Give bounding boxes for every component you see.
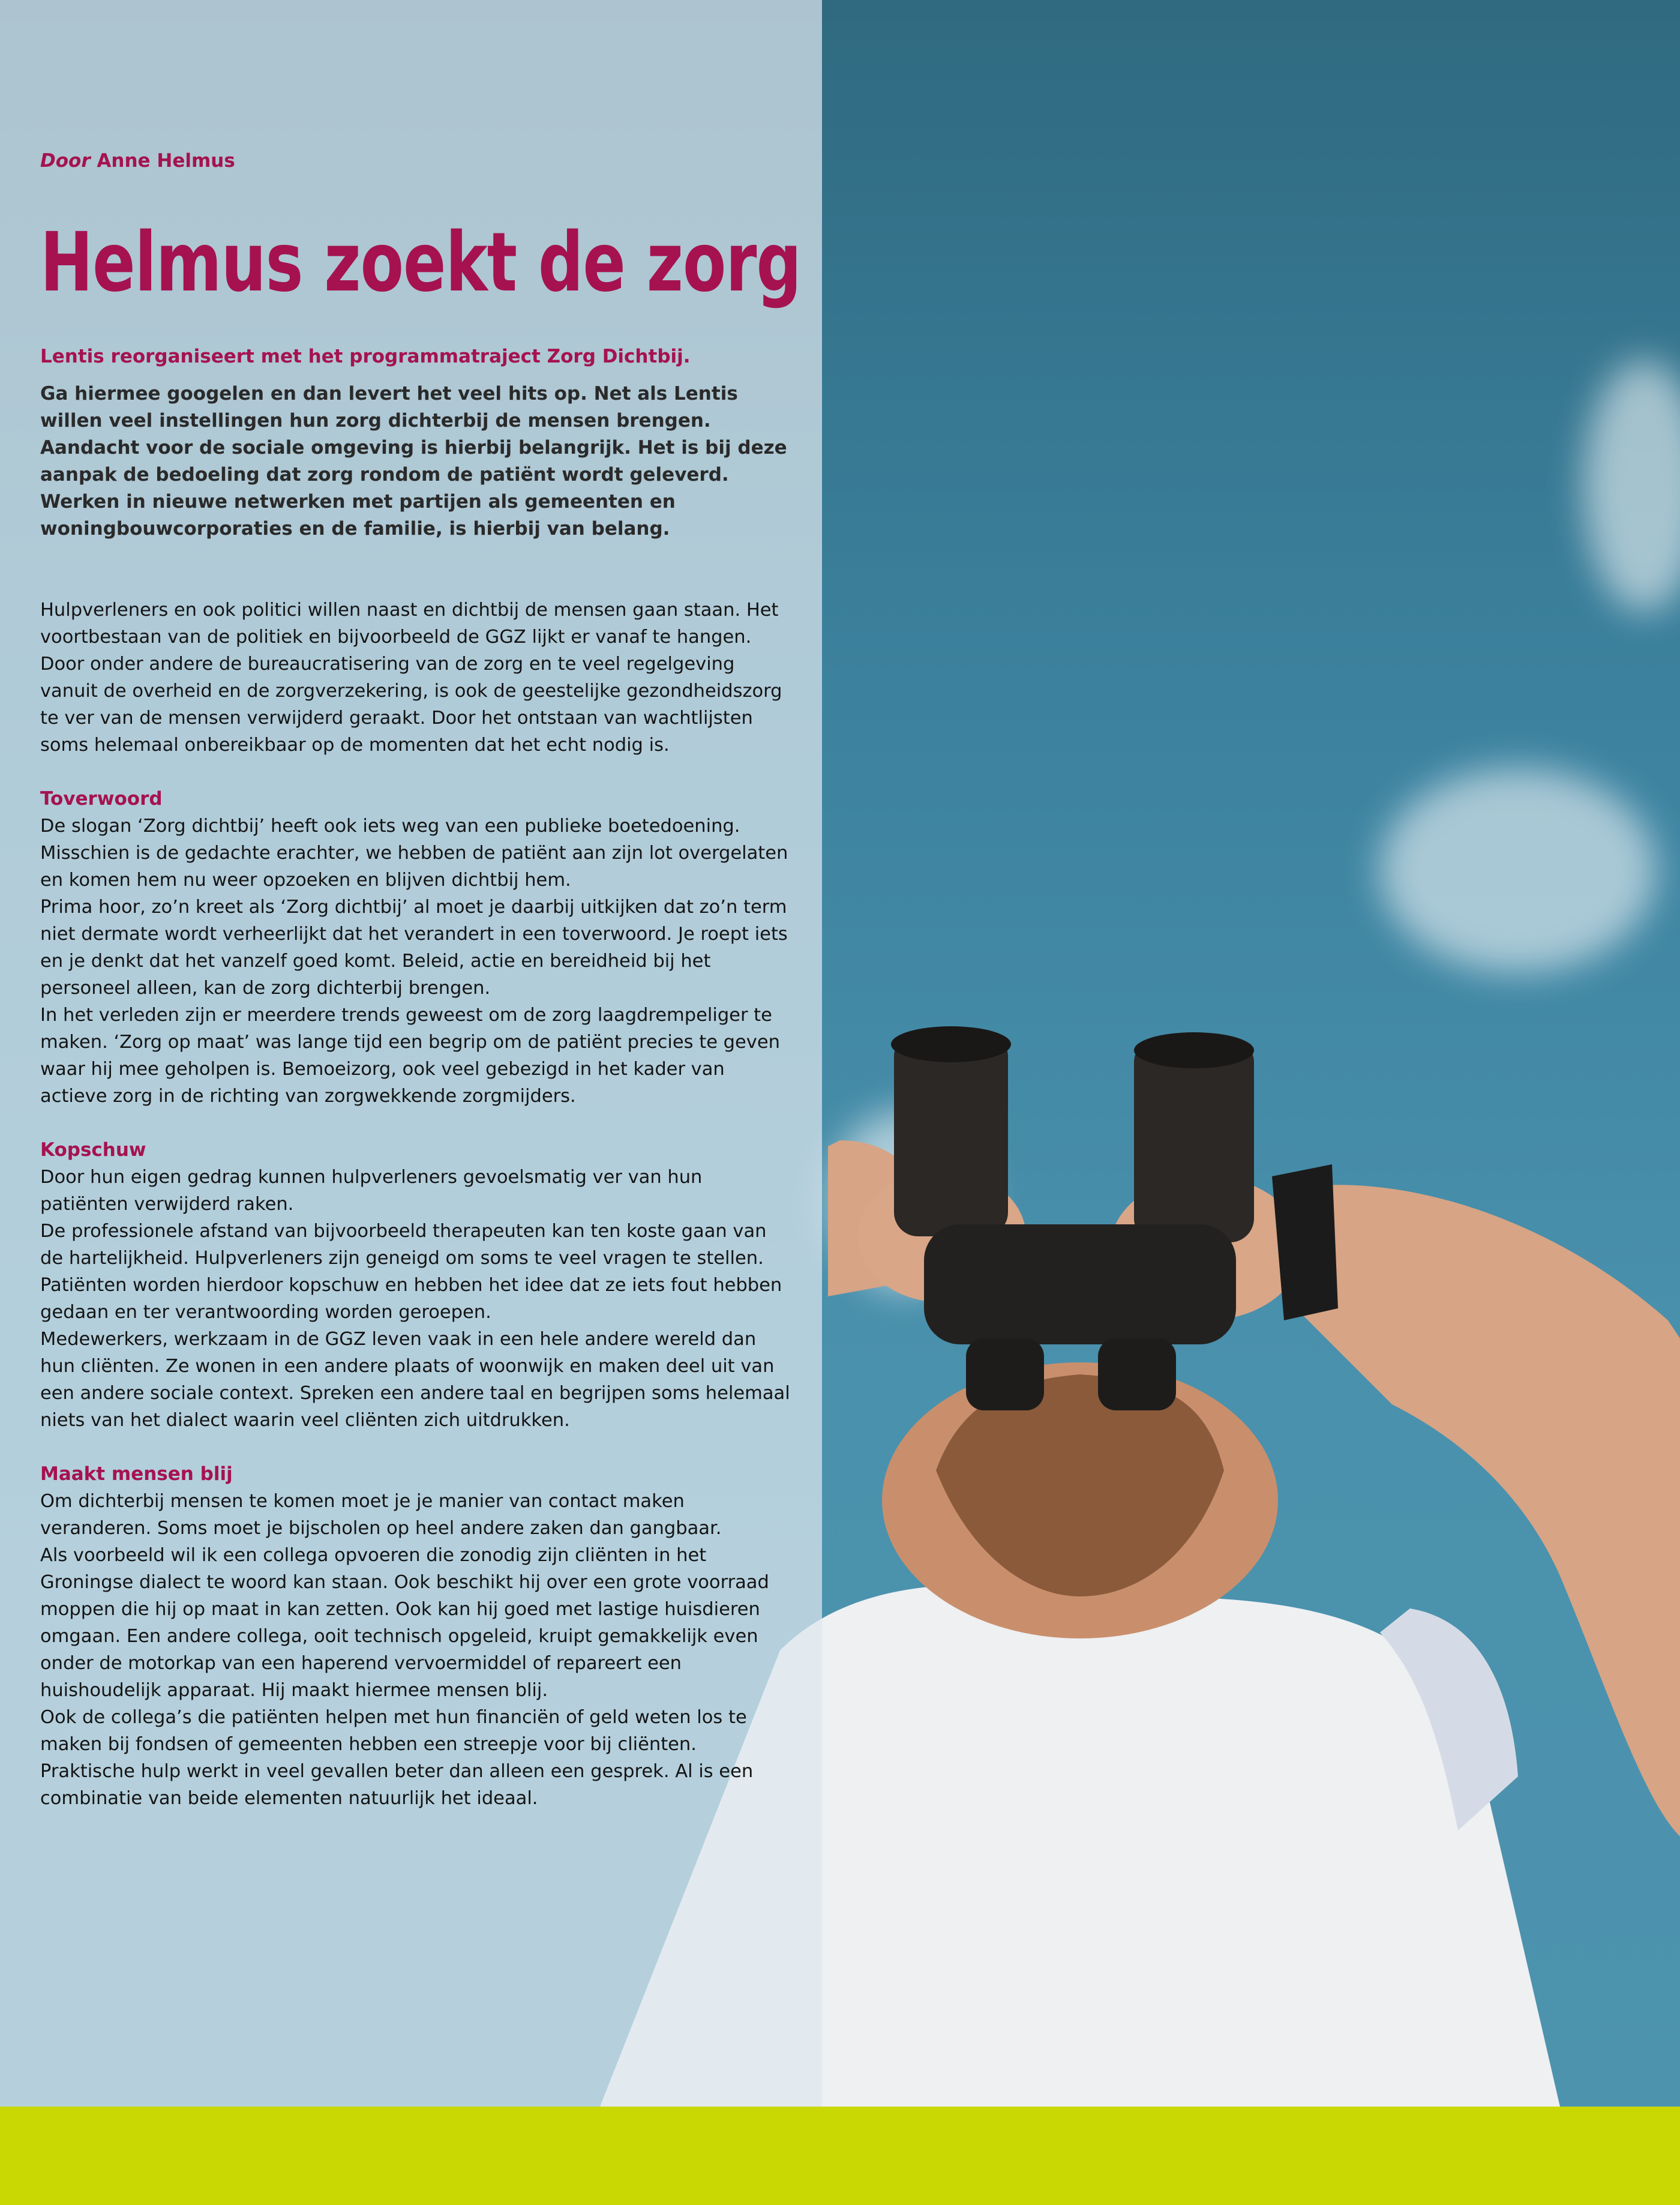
section-heading: Toverwoord: [40, 788, 163, 810]
paragraph: In het verleden zijn er meerdere trends geweest om de zorg laagdrempeliger te maken. ‘Zorg op maat’ was lange tijd een begrip om de patiënt precies te geven waar hij mee geholpen is. Bemoeizorg, ook veel gebezigd in het kader van actieve zorg in de richting van zorgwekkende zorgmijders.: [40, 1005, 780, 1107]
footer-color-band: [0, 2107, 1680, 2205]
section-kopschuw: [40, 1137, 790, 1434]
paragraph: Medewerkers, werkzaam in de GGZ leven vaak in een hele andere wereld dan hun cliënten. Ze wonen in een andere plaats of woonwijk en maken deel uit van een andere sociale context. Spreken een andere taal en begrijpen soms helemaal niets van het dialect waarin veel cliënten zich uitdrukken.: [40, 1329, 790, 1431]
paragraph: De slogan ‘Zorg dichtbij’ heeft ook iets weg van een publieke boetedoening. Misschien is de gedachte erachter, we hebben de patiënt aan zijn lot overgelaten en komen hem nu weer opzoeken en blijven dichtbij hem.: [40, 816, 788, 891]
section-maakt-mensen-blij: [40, 1461, 790, 1812]
byline-prefix: Door: [40, 150, 91, 172]
paragraph: De professionele afstand van bijvoorbeeld therapeuten kan ten koste gaan van de hartelijkheid. Hulpverleners zijn geneigd om soms te veel vragen te stellen. Patiënten worden hierdoor kopschuw en hebben het idee dat ze iets fout hebben gedaan en ter verantwoording worden geroepen.: [40, 1221, 782, 1323]
article: [40, 150, 801, 1812]
section-toverwoord: [40, 786, 790, 1110]
section-heading: Maakt mensen blij: [40, 1463, 233, 1485]
article-subtitle: Lentis reorganiseert met het programmatraject Zorg Dichtbij.: [40, 346, 691, 367]
byline: [40, 150, 790, 172]
body-section-intro: [40, 597, 790, 759]
paragraph: Prima hoor, zo’n kreet als ‘Zorg dichtbij’ al moet je daarbij uitkijken dat zo’n term niet dermate wordt verheerlijkt dat het verandert in een toverwoord. Je roept iets en je denkt dat het vanzelf goed komt. Beleid, actie en bereidheid bij het personeel alleen, kan de zorg dichterbij brengen.: [40, 897, 788, 999]
paragraph: Om dichterbij mensen te komen moet je je manier van contact maken veranderen. Soms moet je bijscholen op heel andere zaken dan gangbaar.: [40, 1491, 722, 1539]
article-intro: Ga hiermee googelen en dan levert het veel hits op. Net als Lentis willen veel instellingen hun zorg dichterbij de mensen brengen. Aandacht voor de sociale omgeving is hierbij belangrijk. Het is bij deze aanpak de bedoeling dat zorg rondom de patiënt wordt geleverd. Werken in nieuwe netwerken met partijen als gemeenten en woningbouwcorporaties en de familie, is hierbij van belang.: [40, 383, 787, 540]
paragraph: Ook de collega’s die patiënten helpen met hun financiën of geld weten los te maken bij fondsen of gemeenten hebben een streepje voor bij cliënten. Praktische hulp werkt in veel gevallen beter dan alleen een gesprek. Al is een combinatie van beide elementen natuurlijk het ideaal.: [40, 1707, 754, 1809]
article-title: Helmus zoekt de zorg: [40, 215, 801, 310]
paragraph: Als voorbeeld wil ik een collega opvoeren die zonodig zijn cliënten in het Groningse dialect te woord kan staan. Ook beschikt hij over een grote voorraad moppen die hij op maat in kan zetten. Ook kan hij goed met lastige huisdieren omgaan. Een andere collega, ooit technisch opgeleid, kruipt gemakkelijk even onder de motorkap van een haperend vervoermiddel of repareert een huishoudelijk apparaat. Hij maakt hiermee mensen blij.: [40, 1545, 769, 1701]
paragraph: Hulpverleners en ook politici willen naast en dichtbij de mensen gaan staan. Het voortbestaan van de politiek en bijvoorbeeld de GGZ lijkt er vanaf te hangen.: [40, 600, 779, 648]
paragraph: Door hun eigen gedrag kunnen hulpverleners gevoelsmatig ver van hun patiënten verwijderd raken.: [40, 1167, 703, 1215]
paragraph: Door onder andere de bureaucratisering van de zorg en te veel regelgeving vanuit de overheid en de zorgverzekering, is ook de geestelijke gezondheidszorg te ver van de mensen verwijderd geraakt. Door het ontstaan van wachtlijsten soms helemaal onbereikbaar op de momenten dat het echt nodig is.: [40, 654, 782, 756]
byline-author: Anne Helmus: [97, 150, 235, 172]
section-heading: Kopschuw: [40, 1139, 146, 1161]
